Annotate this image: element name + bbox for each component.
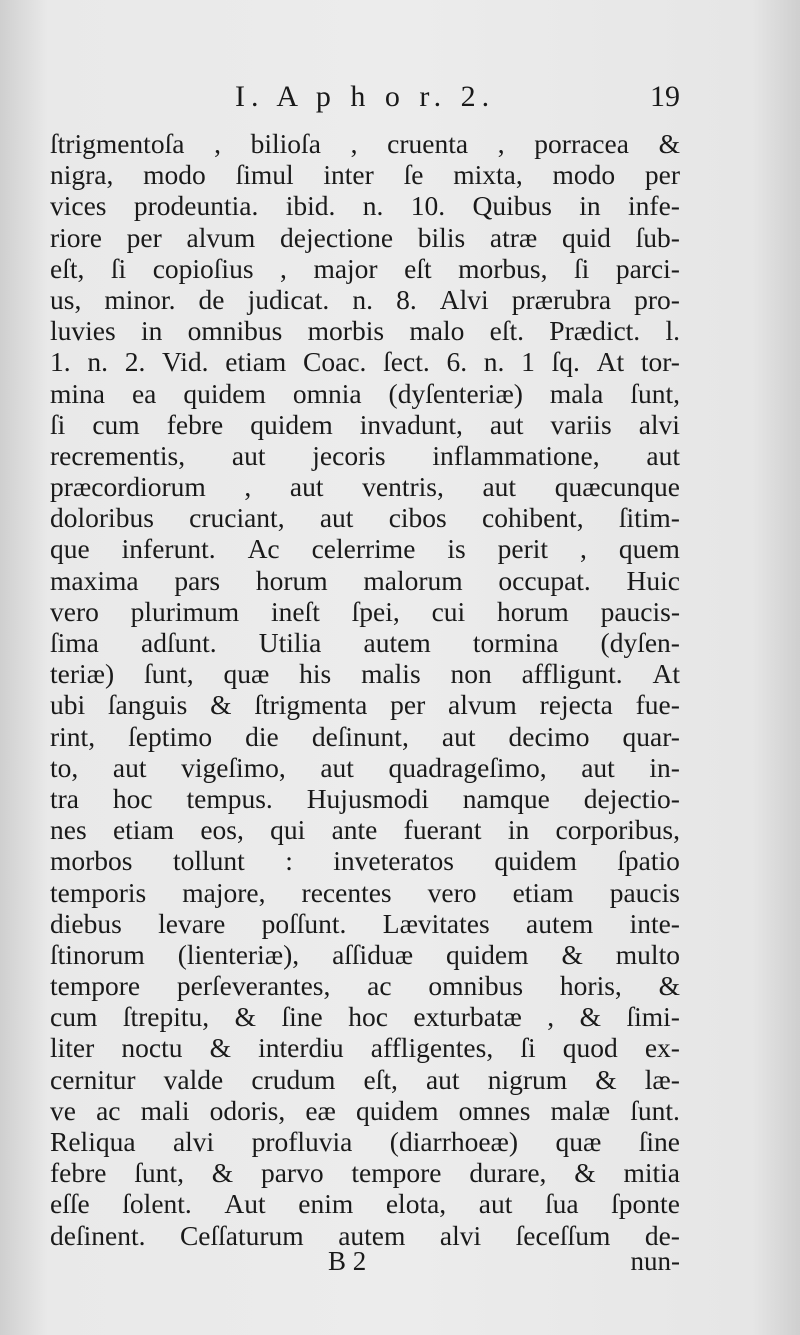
text-line: ſtrigmentoſa , bilioſa , cruenta , porracea & [50,128,680,159]
text-line: ve ac mali odoris, eæ quidem omnes malæ ſunt. [50,1094,680,1126]
running-title: I. A p h o r. 2. [235,80,496,113]
text-line: doloribus cruciant, aut cibos cohibent, ſitim- [50,502,680,534]
page-number: 19 [650,80,680,113]
text-line: riore per alvum dejectione bilis atræ quid ſub- [50,221,680,253]
text-line: 1. n. 2. Vid. etiam Coac. ſect. 6. n. 1 ſq. At tor- [50,346,680,378]
signature-mark: B 2 [328,1246,367,1276]
text-line: ubi ſanguis & ſtrigmenta per alvum rejecta fue- [50,689,680,721]
text-line: temporis majore, recentes vero etiam paucis [50,876,680,908]
text-line: rint, ſeptimo die deſinunt, aut decimo quar- [50,720,680,752]
text-line: que inferunt. Ac celerrime is perit , quem [50,533,680,565]
text-line: morbos tollunt : inveteratos quidem ſpatio [50,845,680,877]
text-line: nes etiam eos, qui ante fuerant in corporibus, [50,814,680,846]
text-line: recrementis, aut jecoris inflammatione, aut [50,439,680,471]
text-line: febre ſunt, & parvo tempore durare, & mitia [50,1157,680,1189]
text-line: cernitur valde crudum eſt, aut nigrum & læ- [50,1063,680,1095]
text-line: to, aut vigeſimo, aut quadrageſimo, aut in- [50,751,680,783]
text-line: tempore perſeverantes, ac omnibus horis, & [50,970,680,1002]
text-line: luvies in omnibus morbis malo eſt. Prædict. l. [50,315,680,347]
text-line: præcordiorum , aut ventris, aut quæcunque [50,471,680,503]
text-line: ſi cum febre quidem invadunt, aut variis alvi [50,408,680,440]
text-line: vero plurimum ineſt ſpei, cui horum paucis- [50,595,680,627]
page-footer [50,1246,680,1278]
text-line: teriæ) ſunt, quæ his malis non affligunt. At [50,658,680,690]
text-line: ſtinorum (lienteriæ), aſſiduæ quidem & multo [50,938,680,970]
text-line: eſſe ſolent. Aut enim elota, aut ſua ſponte [50,1188,680,1220]
text-line: liter noctu & interdiu affligentes, ſi quod ex- [50,1032,680,1064]
text-line: nigra, modo ſimul inter ſe mixta, modo per [50,159,680,191]
text-line: eſt, ſi copioſius , major eſt morbus, ſi parci- [50,252,680,284]
text-line: Reliqua alvi profluvia (diarrhoeæ) quæ ſine [50,1126,680,1157]
text-line: us, minor. de judicat. n. 8. Alvi prærubra pro- [50,283,680,315]
text-line: diebus levare poſſunt. Lævitates autem inte- [50,907,680,939]
catchword: nun- [630,1246,680,1276]
text-line: ſima adſunt. Utilia autem tormina (dyſen- [50,627,680,658]
text-line: mina ea quidem omnia (dyſenteriæ) mala ſunt, [50,377,680,409]
text-line: cum ſtrepitu, & ſine hoc exturbatæ , & ſimi- [50,1001,680,1033]
text-line: maxima pars horum malorum occupat. Huic [50,564,680,596]
text-line: vices prodeuntia. ibid. n. 10. Quibus in infe- [50,190,680,222]
running-header [50,80,680,116]
body-text [50,128,680,1251]
text-line: tra hoc tempus. Hujusmodi namque dejectio- [50,782,680,814]
text-line: deſinent. Ceſſaturum autem alvi ſeceſſum de- [50,1219,680,1251]
